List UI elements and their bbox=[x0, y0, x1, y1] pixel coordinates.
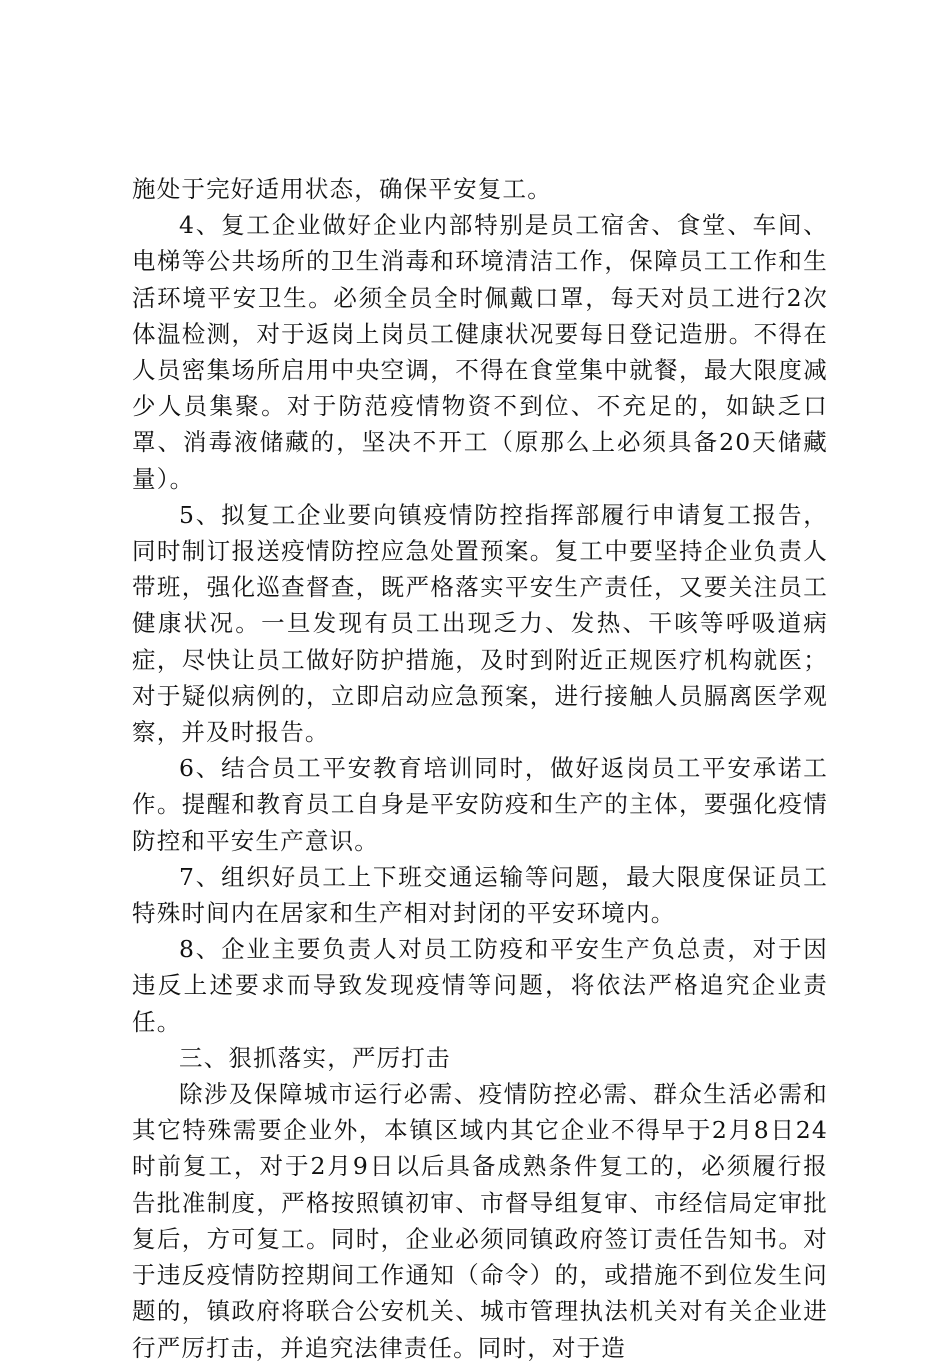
paragraph-section-3-body: 除涉及保障城市运行必需、疫情防控必需、群众生活必需和其它特殊需要企业外，本镇区域内其它企业不得早于2月8日24时前复工，对于2月9日以后具备成熟条件复工的，必须履行报告批准制度，严格按照镇初审、市督导组复审、市经信局定审批复后，方可复工。同时，企业必须同镇政府签订责任告知书。对于违反疫情防控期间工作通知（命令）的，或措施不到位发生问题的，镇政府将联合公安机关、城市管理执法机关对有关企业进行严厉打击，并追究法律责任。同时，对于造 bbox=[132, 1080, 828, 1362]
document-body bbox=[132, 171, 828, 1366]
paragraph-item-6: 6、结合员工平安教育培训同时，做好返岗员工平安承诺工作。提醒和教育员工自身是平安防疫和生产的主体，要强化疫情防控和平安生产意识。 bbox=[132, 754, 828, 855]
paragraph-item-5: 5、拟复工企业要向镇疫情防控指挥部履行申请复工报告，同时制订报送疫情防控应急处置预案。复工中要坚持企业负责人带班，强化巡查督查，既严格落实平安生产责任，又要关注员工健康状况。一旦发现有员工出现乏力、发热、干咳等呼吸道病症，尽快让员工做好防护措施，及时到附近正规医疗机构就医；对于疑似病例的，立即启动应急预案，进行接触人员膈离医学观察，并及时报告。 bbox=[132, 500, 828, 747]
paragraph-item-4: 4、复工企业做好企业内部特别是员工宿舍、食堂、车间、电梯等公共场所的卫生消毒和环境清洁工作，保障员工工作和生活环境平安卫生。必须全员全时佩戴口罩，每天对员工进行2次体温检测，对于返岗上岗员工健康状况要每日登记造册。不得在人员密集场所启用中央空调，不得在食堂集中就餐，最大限度减少人员集聚。对于防范疫情物资不到位、不充足的，如缺乏口罩、消毒液储藏的，坚决不开工（原那么上必须具备20天储藏量）。 bbox=[132, 211, 828, 493]
paragraph-item-7: 7、组织好员工上下班交通运输等问题，最大限度保证员工特殊时间内在居家和生产相对封闭的平安环境内。 bbox=[132, 862, 828, 928]
section-heading-3: 三、狠抓落实，严厉打击 bbox=[179, 1043, 451, 1072]
paragraph-item-8: 8、企业主要负责人对员工防疫和平安生产负总责，对于因违反上述要求而导致发现疫情等问题，将依法严格追究企业责任。 bbox=[132, 935, 828, 1036]
paragraph-continuation: 施处于完好适用状态，确保平安复工。 bbox=[132, 175, 552, 203]
